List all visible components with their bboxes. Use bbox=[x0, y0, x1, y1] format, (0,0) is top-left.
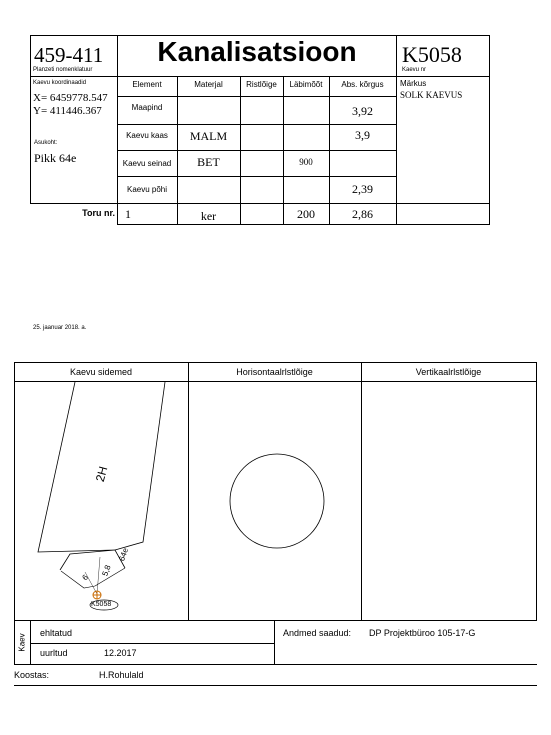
row-element: Kaevu seinad bbox=[122, 159, 172, 168]
data-source-label: Andmed saadud: bbox=[283, 628, 352, 638]
distance-label: 5,8 bbox=[100, 563, 113, 578]
col-header-cross: Ristlõige bbox=[246, 80, 277, 89]
location-value: Pikk 64e bbox=[34, 151, 77, 165]
col-header-element: Element bbox=[132, 80, 162, 89]
row-height: 3,92 bbox=[352, 104, 373, 118]
panel-title-connections: Kaevu sidemed bbox=[69, 367, 133, 377]
document-date: 25. jaanuar 2018. a. bbox=[33, 325, 87, 331]
plan-label: Planzeti nomenklatuur bbox=[33, 67, 93, 73]
col-header-height: Abs. kõrgus bbox=[341, 80, 384, 89]
pipe-number: 1 bbox=[125, 207, 131, 221]
building-label: 2H bbox=[92, 464, 111, 484]
page-title: Kanalisatsioon bbox=[157, 36, 357, 67]
pipe-label: Toru nr. bbox=[82, 208, 115, 218]
row-element: Kaevu kaas bbox=[126, 131, 168, 140]
distance-label: 6 bbox=[80, 572, 90, 583]
col-header-material: Materjal bbox=[194, 80, 223, 89]
coord-y: Y= 411446.367 bbox=[33, 105, 102, 117]
row-height: 2,39 bbox=[352, 182, 373, 196]
well-id: K5058 bbox=[402, 42, 462, 67]
row-material: MALM bbox=[189, 129, 228, 143]
approved-value: H.Rohulald bbox=[99, 670, 144, 680]
panel-title-vertical: Vertikaalrlstlõige bbox=[415, 367, 482, 377]
well-label: Kaevu nr bbox=[402, 67, 427, 73]
approved-label: Koostas: bbox=[14, 670, 50, 680]
building-number-label: 64e bbox=[117, 546, 131, 563]
row-height: 3,9 bbox=[355, 128, 370, 142]
cross-section-circle bbox=[228, 452, 326, 550]
row-diameter: 900 bbox=[299, 157, 313, 167]
pipe-material: ker bbox=[200, 209, 217, 223]
data-source-value: DP Projektbüroo 105-17-G bbox=[369, 628, 476, 638]
footer-side-label: Kaev bbox=[17, 633, 27, 652]
pipe-height: 2,86 bbox=[352, 207, 373, 221]
location-label: Asukoht: bbox=[34, 140, 58, 146]
coords-label: Kaevu koordinaadid bbox=[33, 80, 87, 86]
coord-x: X= 6459778.547 bbox=[33, 92, 108, 104]
pipe-diameter: 200 bbox=[297, 207, 315, 221]
row-element: Kaevu põhi bbox=[126, 185, 168, 194]
footer-row-label: ehltatud bbox=[40, 628, 73, 638]
plan-number: 459-411 bbox=[34, 43, 104, 67]
row-element: Maapind bbox=[131, 103, 163, 112]
well-tag: K5058 bbox=[91, 601, 112, 608]
location-sketch bbox=[15, 382, 187, 619]
col-header-diameter: Läbimõõt bbox=[289, 80, 323, 89]
footer-row-value: 12.2017 bbox=[104, 648, 137, 658]
remark-value: SOLK KAEVUS bbox=[400, 90, 463, 100]
panel-title-horizontal: Horisontaalrlstlõige bbox=[236, 367, 313, 377]
row-material: BET bbox=[197, 155, 220, 169]
remark-label: Märkus bbox=[400, 79, 427, 88]
footer-row-label: uurltud bbox=[40, 648, 68, 658]
